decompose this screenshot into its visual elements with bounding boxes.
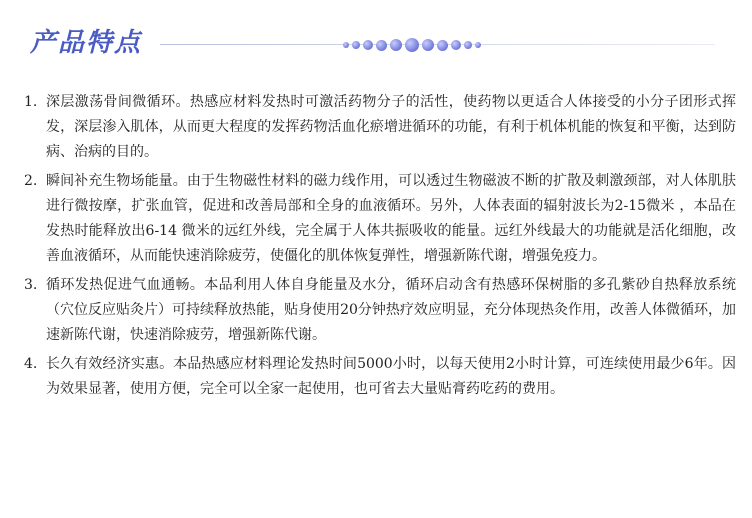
dot-icon — [343, 42, 349, 48]
dot-icon — [363, 40, 373, 50]
item-text: 瞬间补充生物场能量。由于生物磁性材料的磁力线作用，可以透过生物磁波不断的扩散及刺激颈部，对人体肌肤进行微按摩，扩张血管，促进和改善局部和全身的血液循环。另外，人体表面的辐射波长为2-15微米 ，本品在发热时能释放出6-14 微米的远红外线，完全属于人体共振吸收的能量。远红外线最大的功能就是活化细胞，改善血液循环，从而能快速消除疲劳，使僵化的肌体恢复弹性，增强新陈代谢，增强免疫力。 — [46, 173, 736, 264]
item-text: 循环发热促进气血通畅。本品利用人体自身能量及水分，循环启动含有热感环保树脂的多孔紫砂自热释放系统（穴位反应贴灸片）可持续释放热能，贴身使用20分钟热疗效应明显，充分体现热灸作用，改善人体微循环，加速新陈代谢，快速消除疲劳，增强新陈代谢。 — [46, 277, 736, 343]
item-number: 1. — [24, 94, 38, 110]
list-item — [24, 352, 736, 402]
section-title: 产品特点 — [30, 28, 143, 58]
dot-icon — [405, 38, 419, 52]
list-item — [24, 90, 736, 165]
feature-list — [24, 90, 736, 406]
decorative-dots — [343, 38, 481, 52]
item-text: 深层激荡骨间微循环。热感应材料发热时可激活药物分子的活性，使药物以更适合人体接受的小分子团形式挥发，深层渗入肌体，从而更大程度的发挥药物活血化瘀增进循环的功能，有利于机体机能的恢复和平衡，达到防病、治病的目的。 — [46, 94, 736, 160]
list-item — [24, 273, 736, 348]
dot-icon — [464, 41, 472, 49]
item-number: 4. — [24, 356, 38, 372]
dot-icon — [352, 41, 360, 49]
list-item — [24, 169, 736, 269]
dot-icon — [451, 40, 461, 50]
dot-icon — [422, 39, 434, 51]
item-number: 3. — [24, 277, 38, 293]
dot-icon — [376, 40, 387, 51]
section-header — [0, 0, 752, 80]
item-text: 长久有效经济实惠。本品热感应材料理论发热时间5000小时，以每天使用2小时计算，可连续使用最少6年。因为效果显著，使用方便，完全可以全家一起使用，也可省去大量贴膏药吃药的费用。 — [46, 356, 736, 397]
dot-icon — [390, 39, 402, 51]
item-number: 2. — [24, 173, 38, 189]
dot-icon — [437, 40, 448, 51]
dot-icon — [475, 42, 481, 48]
